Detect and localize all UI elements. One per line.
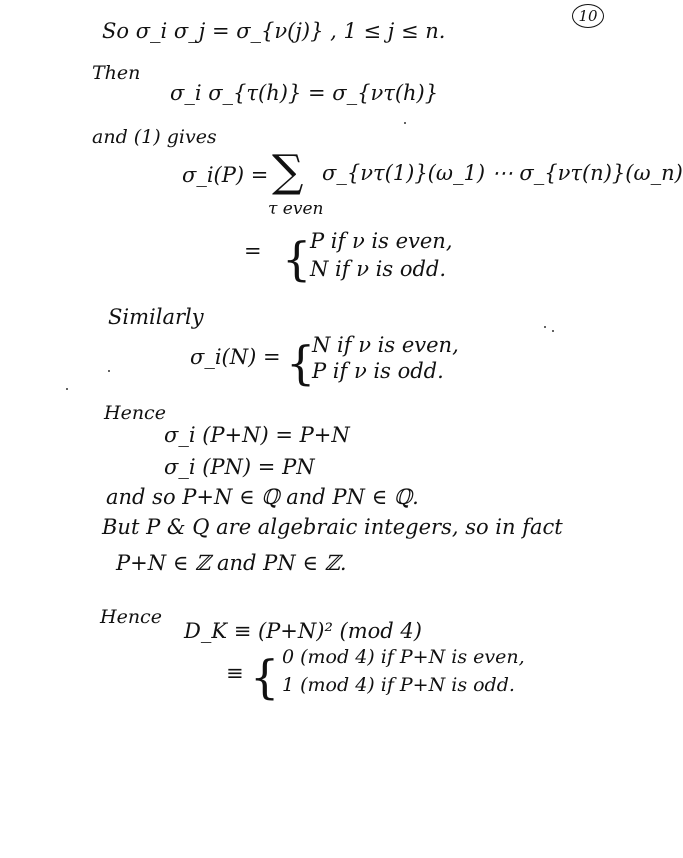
line-then-relation: σ_i σ_{τ(h)} = σ_{ντ(h)} — [170, 81, 439, 105]
summation-sign: ∑ — [272, 146, 304, 197]
scan-speck — [544, 326, 546, 328]
line-case-p: P if ν is even, — [310, 229, 453, 253]
scan-speck — [66, 388, 68, 390]
line-in-z: P+N ∈ ℤ and PN ∈ ℤ. — [116, 551, 347, 575]
line-sigma-product: σ_i (PN) = PN — [164, 455, 315, 479]
line-case-p-odd: P if ν is odd. — [312, 359, 444, 383]
line-and-so: and so P+N ∈ ℚ and PN ∈ ℚ. — [106, 485, 419, 509]
line-so-relation: So σ_i σ_j = σ_{ν(j)} , 1 ≤ j ≤ n. — [102, 19, 446, 43]
brace-cases-2: { — [286, 336, 316, 390]
line-hence-1: Hence — [104, 402, 166, 424]
line-then: Then — [92, 62, 141, 84]
line-case-one: 1 (mod 4) if P+N is odd. — [282, 674, 515, 696]
line-similarly: Similarly — [108, 305, 204, 329]
line-hence-2: Hence — [100, 606, 162, 628]
line-sigma-sum: σ_i (P+N) = P+N — [164, 423, 350, 447]
line-discriminant: D_K ≡ (P+N)² (mod 4) — [184, 619, 422, 643]
line-and-gives: and (1) gives — [92, 126, 217, 148]
line-case-n-even: N if ν is even, — [312, 333, 459, 357]
scan-speck — [552, 330, 554, 332]
line-sum-terms: σ_{ντ(1)}(ω_1) ⋯ σ_{ντ(n)}(ω_n) — [322, 161, 683, 185]
scan-speck — [404, 122, 406, 124]
line-sigma-p-lhs: σ_i(P) = — [182, 163, 269, 187]
page-number: 10 — [572, 4, 604, 28]
brace-cases-1: { — [282, 232, 312, 286]
brace-cases-3: { — [250, 650, 280, 704]
line-tau-even: τ even — [268, 199, 324, 219]
line-case-n: N if ν is odd. — [310, 257, 447, 281]
line-sigma-n-lhs: σ_i(N) = — [190, 345, 281, 369]
line-case-zero: 0 (mod 4) if P+N is even, — [282, 646, 525, 668]
line-equals: = — [244, 239, 262, 263]
line-but: But P & Q are algebraic integers, so in fact — [102, 515, 563, 539]
line-congruent: ≡ — [226, 661, 244, 685]
scan-speck — [108, 370, 110, 372]
